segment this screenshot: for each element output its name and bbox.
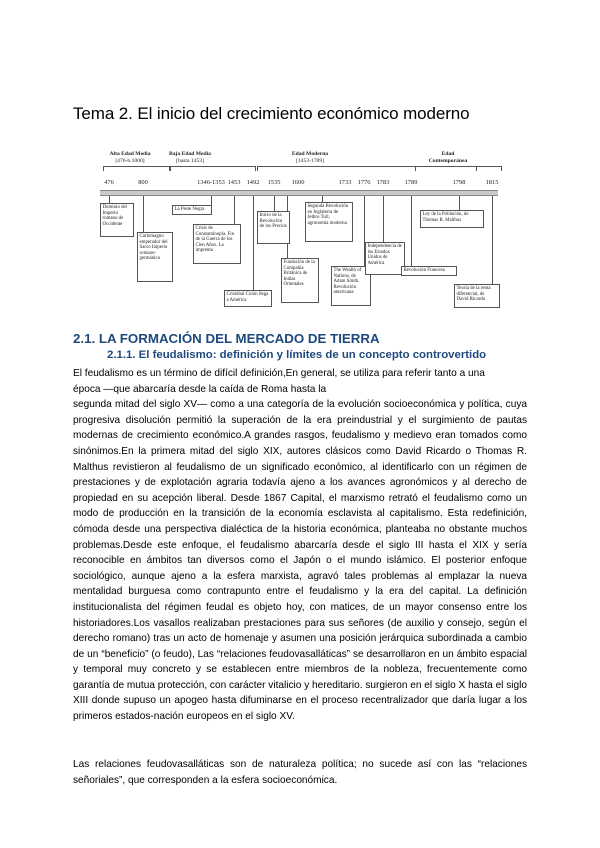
- timeline-event: Cristóbal Colón llega a América: [224, 290, 272, 307]
- year-label: 1733: [338, 179, 352, 186]
- paragraph: [73, 366, 527, 725]
- paragraph-line: época —que abarcaría desde la caída de Roma hasta la: [73, 383, 327, 395]
- timeline-event: The Wealth of Nations, de Adam Smith. Revolución americana: [331, 266, 371, 306]
- paragraph-line: El feudalismo es un término de difícil definición,En general, se utiliza para referir tanto a una: [73, 368, 485, 379]
- timeline-event: Fundación de la Compañía Británica de Indias Orientales: [281, 258, 319, 303]
- timeline-event: Inicio de la Revolución de los Precios: [257, 211, 290, 244]
- timeline-figure: [100, 148, 500, 308]
- era-range: [1453-1789]: [296, 157, 324, 164]
- era-name: Baja Edad Media: [169, 151, 211, 157]
- year-label: 1535: [267, 179, 281, 186]
- era-label: [100, 151, 160, 164]
- year-label: 476: [104, 179, 114, 186]
- year-label: 1492: [246, 179, 260, 186]
- year-label: 800: [138, 179, 148, 186]
- connector: [492, 196, 493, 284]
- connector: [411, 196, 412, 266]
- era-name: Edad Moderna: [291, 151, 329, 157]
- connector: [383, 196, 384, 242]
- timeline-event: Revolución Francesa: [401, 266, 457, 276]
- connector: [253, 196, 254, 290]
- year-label: 1346-1353: [197, 179, 225, 186]
- era-bracket: [170, 166, 256, 171]
- era-label: [280, 151, 340, 164]
- era-label: [418, 151, 478, 164]
- connector: [234, 196, 235, 224]
- connector: [459, 196, 460, 210]
- year-label: 1789: [404, 179, 418, 186]
- paragraph-body: segunda mitad del siglo XV— como a una categoría de la evolución socioeconómica y política, cuya progresiva disolución permitió la superación de la era preindustrial y el surgimiento de pautas modernas de crecimiento económico.A grandes rasgos, feudalismo y medievo eran tomados como sinónimos.En la primera mitad del siglo XIX, autores clásicos como David Ricardo o Thomas R. Malthus revistieron al feudalismo de un significado económico, al identificarlo con un régimen de prestaciones y de explotación agraria todavía ajeno a los avances agronómicos y al derecho de propiedad en su acepción liberal. Desde 1867 Capital, el marxismo retrató el feudalismo como un modo de producción en la transición de la economía esclavista al capitalismo. Esta redefinición, cómoda desde una perspectiva dialéctica de la historia económica, planteaba no obstante muchos problemas.Desde este enfoque, el feudalismo abarcaría desde el siglo III hasta el XIX y sería reconocible en ámbitos tan diversos como el Japón o el mundo islámico. El posterior enfoque sociológico, aunque ajeno a la esfera marxista, agravó tales problemas al emplazar la nueva mentalidad burguesa como contrapunto entre el feudalismo y la era del capital. La definición institucionalista del régimen feudal es objeto hoy, con matices, de un mayor consenso entre los historiadores.Los vasallos realizaban prestaciones para sus señores (de auxilio y consejo, según el derecho romano) tras un acto de homenaje y asumen una posición jerárquica subordinada a cambio de un “beneficio” (o feudo), Las “relaciones feudovasalláticas” se desarrollaron en un ámbito espacial y temporal muy concreto y se establecen entre miembros de la nobleza, frecuentemente como garantía de mutua protección, con carácter vitalicio y hereditario. surgieron en el siglo X hasta el siglo XIII donde supuso un apogeo hasta difuminarse en el proceso recentralizador que daría lugar a los primeros estados-nación europeos en el siglo XV.: [73, 399, 527, 723]
- year-label: 1453: [227, 179, 241, 186]
- connector: [109, 196, 110, 203]
- era-bracket: [415, 166, 502, 171]
- year-label: 1600: [291, 179, 305, 186]
- subsection-heading: 2.1.1. El feudalismo: definición y límites de un concepto controvertido: [107, 349, 487, 361]
- page-title: Tema 2. El inicio del crecimiento económico moderno: [73, 104, 470, 123]
- timeline-event: Carlomagno emperador del Sacro Imperio romano-germánico: [137, 232, 173, 282]
- era-name: Alta Edad Media: [109, 151, 151, 157]
- connector: [274, 196, 275, 211]
- section-heading: 2.1. LA FORMACIÓN DEL MERCADO DE TIERRA: [73, 331, 380, 346]
- timeline-event: Crisis de Constantinopla. Fin de la Guerra de los Cien Años. La imprenta: [193, 224, 241, 264]
- timeline-event: Independencia de los Estados Unidos de América: [365, 242, 405, 275]
- year-label: 1776: [357, 179, 371, 186]
- timeline-event: Dominio del Imperio romano de Occidente: [100, 203, 134, 237]
- era-range: [476-h.1000]: [115, 157, 145, 164]
- paragraph: Las relaciones feudovasalláticas son de naturaleza política; no sucede así con las “relaciones señoriales”, que corresponden a la esfera socioeconómica.: [73, 759, 527, 786]
- year-label: 1815: [485, 179, 499, 186]
- timeline-event: La Peste Negra: [172, 205, 212, 215]
- era-bracket: [103, 166, 170, 171]
- era-label: [162, 151, 218, 164]
- timeline-event: Teoría de la renta diferencial, de David Ricardo: [454, 284, 500, 308]
- connector: [143, 196, 144, 234]
- era-range: Contemporánea: [428, 157, 468, 164]
- timeline-axis: [100, 190, 498, 196]
- year-label: 1783: [376, 179, 390, 186]
- era-name: Edad: [441, 151, 455, 157]
- timeline-event: Segunda Revolución en Inglaterra de Jethro Tull, agronomía moderna: [305, 202, 353, 242]
- timeline-event: Ley de la Población, de Thomas R. Malthus: [420, 210, 484, 228]
- year-label: 1798: [452, 179, 466, 186]
- era-range: [hasta 1453]: [176, 157, 204, 164]
